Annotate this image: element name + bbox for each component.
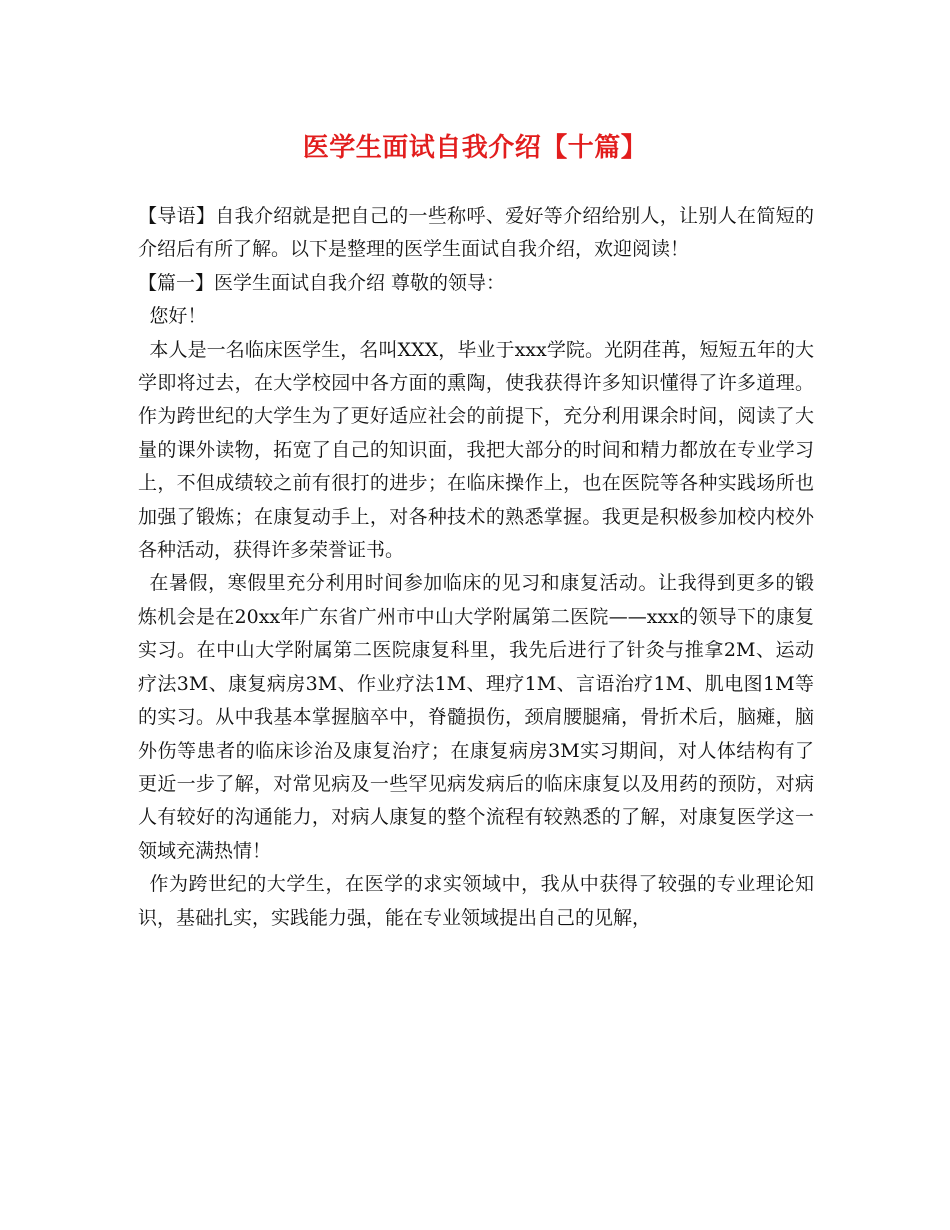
body-paragraph-3: 作为跨世纪的大学生，在医学的求实领域中，我从中获得了较强的专业理论知识，基础扎实，实践能力强，能在专业领域提出自己的见解， (138, 873, 814, 929)
document-body (138, 200, 814, 935)
document-title: 医学生面试自我介绍【十篇】 (302, 133, 648, 163)
body-paragraph-2: 在暑假，寒假里充分利用时间参加临床的见习和康复活动。让我得到更多的锻炼机会是在20xx年广东省广州市中山大学附属第二医院——xxx的领导下的康复实习。在中山大学附属第二医院康复科里，我先后进行了针灸与推拿2M、运动疗法3M、康复病房3M、作业疗法1M、理疗1M、言语治疗1M、肌电图1M等的实习。从中我基本掌握脑卒中，脊髓损伤，颈肩腰腿痛，骨折术后，脑瘫，脑外伤等患者的临床诊治及康复治疗；在康复病房3M实习期间，对人体结构有了更近一步了解，对常见病及一些罕见病发病后的临床康复以及用药的预防，对病人有较好的沟通能力，对病人康复的整个流程有较熟悉的了解，对康复医学这一领域充满热情！ (138, 572, 814, 862)
section-heading-paragraph: 【篇一】医学生面试自我介绍 尊敬的领导： (138, 271, 506, 294)
greeting-paragraph: 您好！ (149, 305, 207, 328)
body-paragraph-1: 本人是一名临床医学生，名叫XXX，毕业于xxx学院。光阴荏苒，短短五年的大学即将过去，在大学校园中各方面的熏陶，使我获得许多知识懂得了许多道理。作为跨世纪的大学生为了更好适应社会的前提下，充分利用课余时间，阅读了大量的课外读物，拓宽了自己的知识面，我把大部分的时间和精力都放在专业学习上，不但成绩较之前有很打的进步；在临床操作上，也在医院等各种实践场所也加强了锻炼；在康复动手上，对各种技术的熟悉掌握。我更是积极参加校内校外各种活动，获得许多荣誉证书。 (138, 338, 814, 562)
intro-paragraph: 【导语】自我介绍就是把自己的一些称呼、爱好等介绍给别人，让别人在简短的介绍后有所了解。以下是整理的医学生面试自我介绍，欢迎阅读！ (138, 205, 814, 261)
